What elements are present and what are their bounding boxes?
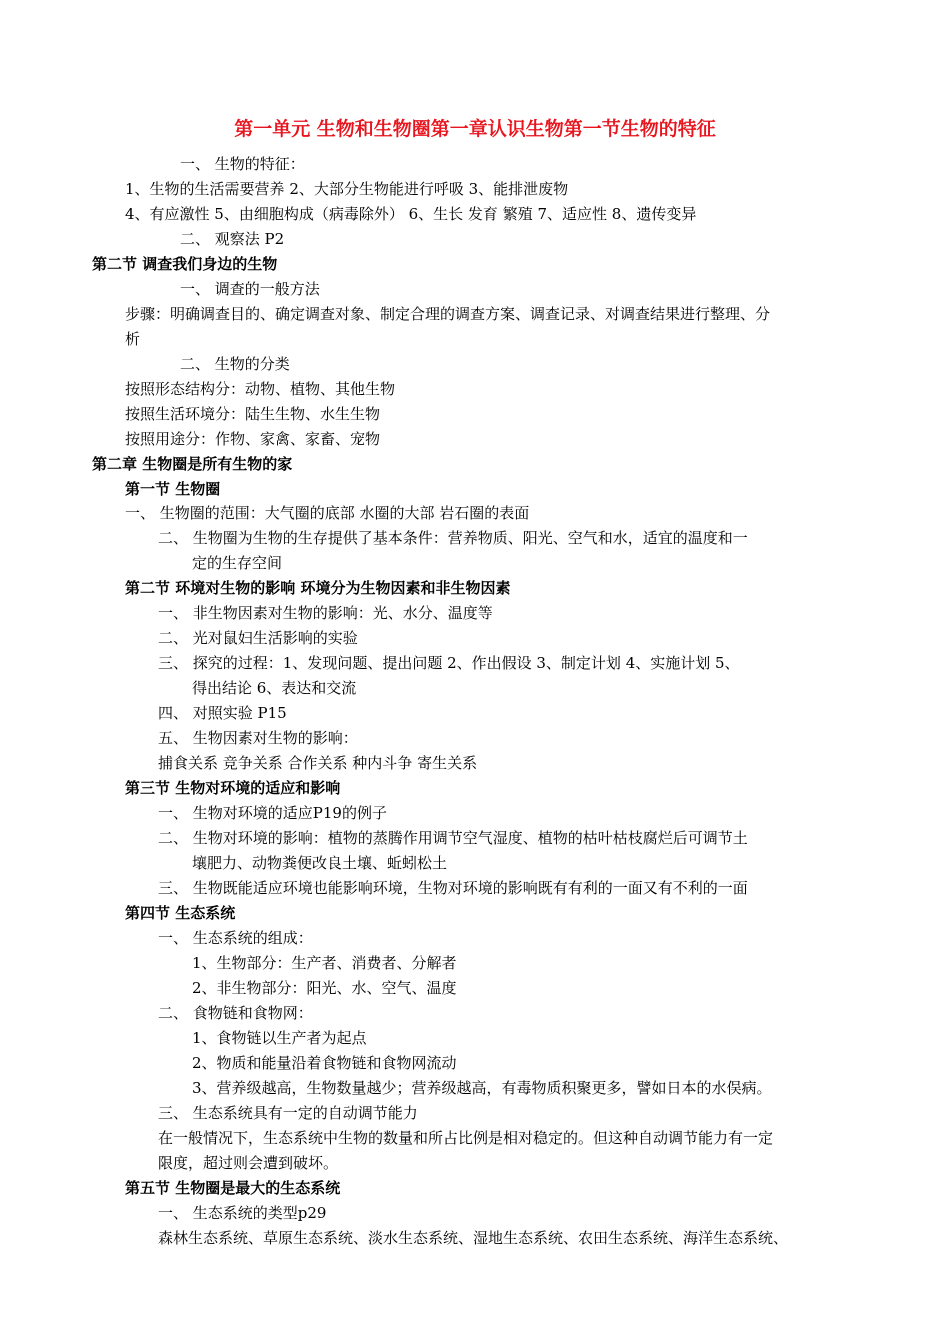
text-line: 三、 生物既能适应环境也能影响环境，生物对环境的影响既有有利的一面又有不利的一面: [158, 879, 748, 897]
text-line: 1、食物链以生产者为起点: [192, 1029, 367, 1047]
document-title: 第一单元 生物和生物圈第一章认识生物第一节生物的特征: [234, 118, 716, 140]
section-heading: 第一节 生物圈: [125, 480, 221, 498]
text-line: 一、 生态系统的类型p29: [158, 1204, 327, 1222]
text-line: 三、 生态系统具有一定的自动调节能力: [158, 1104, 418, 1122]
text-line: 二、 食物链和食物网：: [158, 1004, 313, 1022]
text-line: 1、生物的生活需要营养 2、大部分生物能进行呼吸 3、能排泄废物: [125, 180, 569, 198]
text-line: 定的生存空间: [192, 554, 283, 572]
text-line: 五、 生物因素对生物的影响：: [158, 729, 358, 747]
section-heading: 第四节 生态系统: [125, 904, 236, 922]
text-line: 按照形态结构分：动物、植物、其他生物: [125, 380, 396, 398]
text-line: 1、生物部分：生产者、消费者、分解者: [192, 954, 457, 972]
section-heading: 第二节 调查我们身边的生物: [92, 255, 278, 273]
text-line: 一、 非生物因素对生物的影响：光、水分、温度等: [158, 604, 493, 622]
section-heading: 第五节 生物圈是最大的生态系统: [125, 1179, 341, 1197]
text-line: 四、 对照实验 P15: [158, 704, 287, 722]
text-line: 二、 生物圈为生物的生存提供了基本条件：营养物质、阳光、空气和水，适宜的温度和一: [158, 529, 748, 547]
text-line: 二、 生物对环境的影响：植物的蒸腾作用调节空气湿度、植物的枯叶枯枝腐烂后可调节土: [158, 829, 748, 847]
text-line: 一、 生态系统的组成：: [158, 929, 313, 947]
text-line: 一、 生物圈的范围：大气圈的底部 水圈的大部 岩石圈的表面: [125, 504, 530, 522]
text-line: 在一般情况下，生态系统中生物的数量和所占比例是相对稳定的。但这种自动调节能力有一定: [158, 1129, 774, 1147]
text-line: 限度，超过则会遭到破坏。: [158, 1154, 339, 1172]
text-line: 一、 生物对环境的适应P19的例子: [158, 804, 387, 822]
text-line: 步骤：明确调查目的、确定调查对象、制定合理的调查方案、调查记录、对调查结果进行整理、分: [125, 305, 771, 323]
text-line: 森林生态系统、草原生态系统、淡水生态系统、湿地生态系统、农田生态系统、海洋生态系统、: [158, 1229, 789, 1247]
text-line: 一、 调查的一般方法: [180, 280, 320, 298]
text-line: 二、 光对鼠妇生活影响的实验: [158, 629, 358, 647]
text-line: 二、 生物的分类: [180, 355, 290, 373]
text-line: 一、 生物的特征：: [180, 155, 305, 173]
text-line: 4、有应激性 5、由细胞构成（病毒除外） 6、生长 发育 繁殖 7、适应性 8、遗传变异: [125, 205, 697, 223]
text-line: 三、 探究的过程：1、发现问题、提出问题 2、作出假设 3、制定计划 4、实施计划 5、: [158, 654, 740, 672]
text-line: 2、物质和能量沿着食物链和食物网流动: [192, 1054, 457, 1072]
text-line: 3、营养级越高，生物数量越少；营养级越高，有毒物质积聚更多，譬如日本的水俣病。: [192, 1079, 772, 1097]
section-heading: 第二节 环境对生物的影响 环境分为生物因素和非生物因素: [125, 579, 511, 597]
text-line: 得出结论 6、表达和交流: [192, 679, 357, 697]
text-line: 按照用途分：作物、家禽、家畜、宠物: [125, 430, 381, 448]
text-line: 壤肥力、动物粪便改良土壤、蚯蚓松土: [192, 854, 448, 872]
text-line: 捕食关系 竞争关系 合作关系 种内斗争 寄生关系: [158, 754, 478, 772]
text-line: 二、 观察法 P2: [180, 230, 285, 248]
section-heading: 第二章 生物圈是所有生物的家: [92, 455, 293, 473]
text-line: 2、非生物部分：阳光、水、空气、温度: [192, 979, 457, 997]
section-heading: 第三节 生物对环境的适应和影响: [125, 779, 341, 797]
text-line: 按照生活环境分：陆生生物、水生生物: [125, 405, 381, 423]
text-line: 析: [125, 330, 141, 348]
